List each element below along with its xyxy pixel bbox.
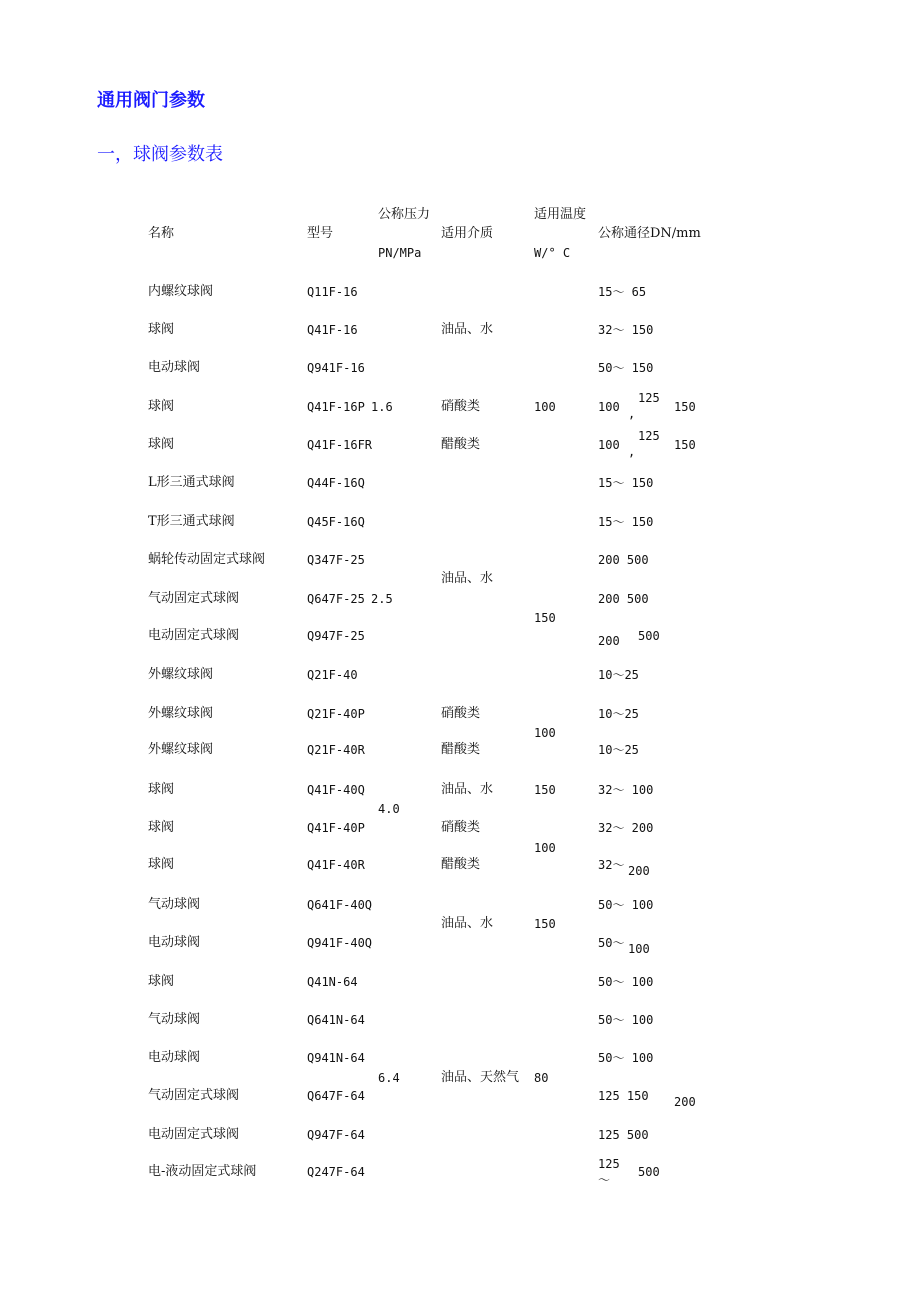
header-pressure-unit: PN/MPa [378,246,422,260]
cell-temperature: 150 [534,917,556,931]
cell-dn: 200 [674,1095,696,1109]
header-temperature-unit: W/° C [534,246,571,260]
cell-model: Q641N-64 [307,1013,365,1027]
cell-dn: 125 [598,1157,620,1171]
cell-dn: , [628,445,636,459]
cell-medium: 醋酸类 [441,742,481,757]
cell-dn: 10～25 [598,707,639,721]
cell-medium: 油品、水 [441,916,494,931]
cell-dn: 50～ 100 [598,898,654,912]
cell-dn: 200 500 [598,592,649,606]
cell-dn: 10～25 [598,743,639,757]
cell-dn: 100 [628,942,650,956]
cell-dn: 100 [598,438,620,452]
cell-dn: ～ [598,1173,611,1187]
cell-dn: 15～ 150 [598,476,654,490]
cell-medium: 油品、水 [441,782,494,797]
cell-dn: 150 [674,400,696,414]
cell-name: L形三通式球阀 [148,475,235,490]
cell-model: Q41F-40P [307,821,365,835]
cell-dn: 500 [638,629,660,643]
cell-model: Q44F-16Q [307,476,365,490]
cell-model: Q941F-16 [307,361,365,375]
cell-model: Q647F-64 [307,1089,365,1103]
page-title: 通用阀门参数 [97,90,205,111]
cell-dn: 50～ 150 [598,361,654,375]
cell-name: 球阀 [148,399,175,414]
cell-name: 气动球阀 [148,897,201,912]
cell-dn: 200 500 [598,553,649,567]
cell-model: Q247F-64 [307,1165,365,1179]
cell-dn: 32～ [598,858,625,872]
cell-dn: 32～ 100 [598,783,654,797]
header-model: 型号 [307,226,334,241]
cell-model: Q41N-64 [307,975,358,989]
cell-temperature: 100 [534,726,556,740]
cell-name: 球阀 [148,857,175,872]
cell-medium: 油品、天然气 [441,1070,520,1085]
cell-name: 球阀 [148,782,175,797]
cell-model: Q41F-16P [307,400,365,414]
cell-medium: 醋酸类 [441,437,481,452]
cell-pressure: 4.0 [378,802,400,816]
cell-medium: 油品、水 [441,571,494,586]
cell-model: Q41F-40R [307,858,365,872]
cell-dn: 200 [598,634,620,648]
cell-dn: 32～ 150 [598,323,654,337]
cell-name: 外螺纹球阀 [148,742,214,757]
cell-dn: 50～ 100 [598,1051,654,1065]
cell-name: 电动球阀 [148,1050,201,1065]
cell-temperature: 80 [534,1071,549,1085]
cell-model: Q647F-25 [307,592,365,606]
cell-name: 外螺纹球阀 [148,667,214,682]
cell-name: 内螺纹球阀 [148,284,214,299]
cell-medium: 硝酸类 [441,399,481,414]
cell-model: Q41F-40Q [307,783,365,797]
cell-model: Q41F-16FR [307,438,373,452]
cell-name: T形三通式球阀 [148,514,235,529]
cell-dn: 125 [638,391,660,405]
cell-medium: 硝酸类 [441,706,481,721]
cell-model: Q947F-64 [307,1128,365,1142]
cell-pressure: 6.4 [378,1071,400,1085]
cell-medium: 硝酸类 [441,820,481,835]
cell-dn: 15～ 150 [598,515,654,529]
cell-name: 球阀 [148,820,175,835]
cell-dn: 200 [628,864,650,878]
cell-dn: 125 150 [598,1089,649,1103]
cell-model: Q21F-40P [307,707,365,721]
cell-medium: 醋酸类 [441,857,481,872]
cell-name: 蜗轮传动固定式球阀 [148,552,266,567]
header-temperature: 适用温度 [534,207,587,222]
cell-model: Q947F-25 [307,629,365,643]
cell-dn: 50～ 100 [598,1013,654,1027]
cell-name: 球阀 [148,322,175,337]
cell-pressure: 1.6 [371,400,393,414]
cell-name: 电动球阀 [148,935,201,950]
header-medium: 适用介质 [441,226,494,241]
cell-model: Q21F-40 [307,668,358,682]
cell-dn: 125 [638,429,660,443]
cell-model: Q45F-16Q [307,515,365,529]
cell-name: 电动球阀 [148,360,201,375]
cell-temperature: 150 [534,611,556,625]
cell-name: 球阀 [148,974,175,989]
cell-model: Q941N-64 [307,1051,365,1065]
header-pressure: 公称压力 [378,207,431,222]
cell-dn: 32～ 200 [598,821,654,835]
cell-dn: 50～ [598,936,625,950]
cell-temperature: 100 [534,400,556,414]
cell-name: 气动固定式球阀 [148,1088,240,1103]
cell-temperature: 150 [534,783,556,797]
cell-dn: 125 500 [598,1128,649,1142]
cell-model: Q11F-16 [307,285,358,299]
cell-pressure: 2.5 [371,592,393,606]
cell-model: Q347F-25 [307,553,365,567]
cell-name: 电动固定式球阀 [148,1127,240,1142]
cell-dn: 500 [638,1165,660,1179]
cell-model: Q941F-40Q [307,936,373,950]
header-nominal-diameter: 公称通径DN/mm [598,226,701,241]
cell-name: 电动固定式球阀 [148,628,240,643]
cell-name: 球阀 [148,437,175,452]
cell-name: 气动固定式球阀 [148,591,240,606]
cell-name: 电-液动固定式球阀 [148,1164,257,1179]
cell-model: Q21F-40R [307,743,365,757]
cell-name: 外螺纹球阀 [148,706,214,721]
cell-medium: 油品、水 [441,322,494,337]
cell-dn: 150 [674,438,696,452]
cell-dn: 10～25 [598,668,639,682]
header-name: 名称 [148,226,175,241]
cell-dn: 50～ 100 [598,975,654,989]
cell-temperature: 100 [534,841,556,855]
cell-dn: 100 [598,400,620,414]
cell-model: Q641F-40Q [307,898,373,912]
cell-dn: , [628,407,636,421]
cell-model: Q41F-16 [307,323,358,337]
cell-dn: 15～ 65 [598,285,647,299]
cell-name: 气动球阀 [148,1012,201,1027]
section-heading: 一，球阀参数表 [97,144,223,165]
